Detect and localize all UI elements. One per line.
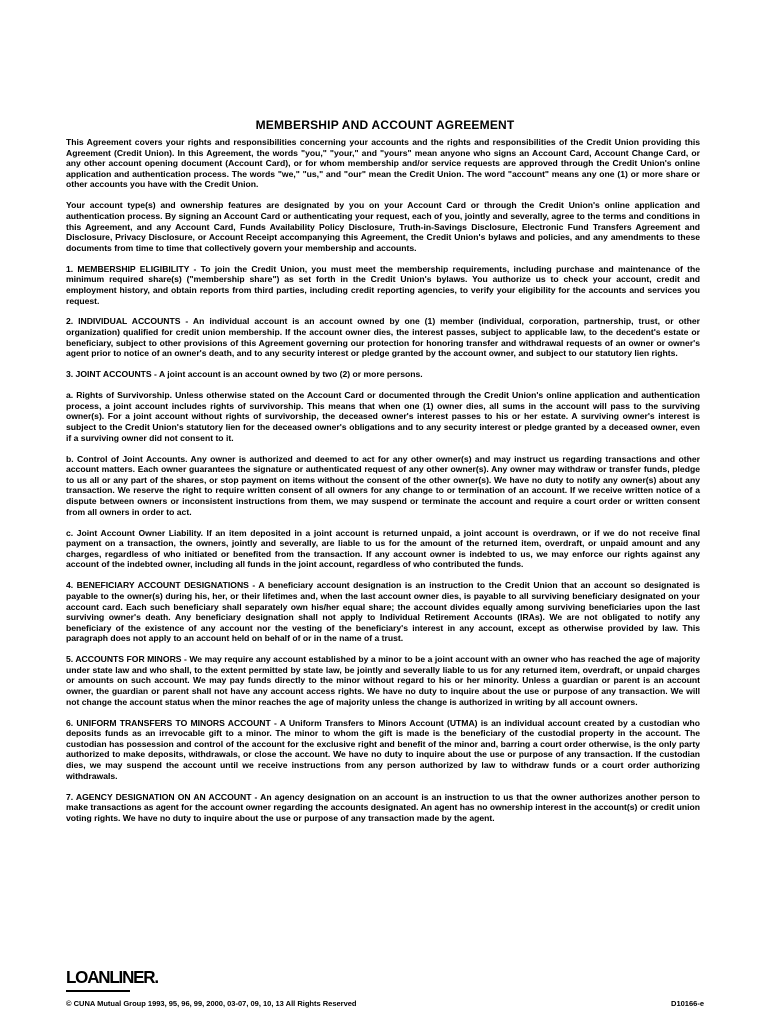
paragraph-joint-accounts: 3. JOINT ACCOUNTS - A joint account is an account owned by two (2) or more persons. xyxy=(66,369,423,380)
form-number: D10166-e xyxy=(671,999,704,1008)
paragraph-control-of-joint-accounts: b. Control of Joint Accounts. Any owner is authorized and deemed to act for any other owner(s) and may instruct us regarding transactions and other account matters. Each owner guarantees the signature or authenticated request of any other owner(s). Any owner may withdraw or transfer funds, pledge to us all or any part of the shares, or stop payment on items without the consent of the other owner(s). We have no duty to notify any owner(s) about any transaction. We reserve the right to require written consent of all owners for any change to or termination of an account. If we receive written notice of a dispute between owners or inconsistent instructions from them, we may suspend or terminate the account and require a court order or written consent from all owners in order to act. xyxy=(66,453,700,517)
document-body xyxy=(66,137,700,834)
document-title: MEMBERSHIP AND ACCOUNT AGREEMENT xyxy=(255,118,515,132)
paragraph-rights-of-survivorship: a. Rights of Survivorship. Unless otherwise stated on the Account Card or documented through the Credit Union's online application and authentication process, a joint account includes rights of survivorship. This means that when one (1) owner dies, all sums in the account will pass to the surviving owner(s). For a joint account without rights of survivorship, the deceased owner's interest passes to his or her estate. A surviving owner's interest is subject to the Credit Union's statutory lien for the deceased owner's obligations and to any security interest or pledge granted by a deceased owner, even if a surviving owner did not consent to it. xyxy=(66,390,700,443)
paragraph-utma: 6. UNIFORM TRANSFERS TO MINORS ACCOUNT - A Uniform Transfers to Minors Account (UTMA) is an individual account created by a custodian who deposits funds as an irrevocable gift to a minor. The minor to whom the gift is made is the beneficiary of the custodial property in the account. The custodian has possession and control of the account for the exclusive right and benefit of the minor and, barring a court order otherwise, is the only party authorized to make deposits, withdrawals, or close the account. We have no duty to inquire about the use or purpose of any transaction. If the custodian dies, we may suspend the account until we receive instructions from any person authorized by law to withdraw funds or a court order authorizing withdrawals. xyxy=(66,717,700,781)
copyright-notice: © CUNA Mutual Group 1993, 95, 96, 99, 2000, 03-07, 09, 10, 13 All Rights Reserved xyxy=(66,999,357,1008)
paragraph-agency-designation: 7. AGENCY DESIGNATION ON AN ACCOUNT - An agency designation on an account is an instruction to us that the owner authorizes another person to make transactions as agent for the account owner regarding the accounts designated. An agent has no ownership interest in the account(s) or credit union voting rights. We have no duty to inquire about the use or purpose of any transaction made by the agent. xyxy=(66,791,700,823)
paragraph-intro: This Agreement covers your rights and responsibilities concerning your accounts and the rights and responsibilities of the Credit Union providing this Agreement (Credit Union). In this Agreement, the words "you," "your," and "yours" mean anyone who signs an Account Card, Account Change Card, or any other account opening document (Account Card), or for whom membership and/or service requests are approved through the Credit Union's online application and authentication process. The words "we," "us," and "our" mean the Credit Union. The word "account" means any one (1) or more share or other accounts you have with the Credit Union. xyxy=(66,137,700,190)
paragraph-individual-accounts: 2. INDIVIDUAL ACCOUNTS - An individual account is an account owned by one (1) member (individual, corporation, partnership, trust, or other organization) qualified for credit union membership. If the account owner dies, the interest passes, subject to applicable law, to the decedent's estate or beneficiary, subject to other provisions of this Agreement governing our protection for honoring transfer and withdrawal requests of an owner or owner's agent prior to notice of an owner's death, and to any security interest or pledge granted by the account owner, and subject to our statutory lien rights. xyxy=(66,316,700,359)
logo-underline xyxy=(66,990,130,992)
paragraph-joint-owner-liability: c. Joint Account Owner Liability. If an item deposited in a joint account is returned unpaid, a joint account is overdrawn, or if we do not receive final payment on a transaction, the owners, jointly and severally, are liable to us for the amount of the returned item, overdraft, or unpaid amount and any charges, regardless of who initiated or benefited from the transaction. If any account owner is indebted to us, we may enforce our rights against any account of the indebted owner, including all funds in the joint account, regardless of who contributed the funds. xyxy=(66,527,700,570)
paragraph-beneficiary-designations: 4. BENEFICIARY ACCOUNT DESIGNATIONS - A beneficiary account designation is an instruction to the Credit Union that an account so designated is payable to the owner(s) during his, her, or their lifetimes and, when the last account owner dies, is payable to all surviving beneficiary designated on your account card. Each such beneficiary shall separately own his/her equal share; the account divides equally among surviving beneficiaries upon the last surviving owner's death. Any beneficiary designation shall not apply to Individual Retirement Accounts (IRAs). We are not obligated to notify any beneficiary of the existence of any account nor the vesting of the beneficiary's interest in any account, except as otherwise provided by law. This paragraph does not apply to an account held on behalf of or in the name of a trust. xyxy=(66,580,700,644)
paragraph-membership-eligibility: 1. MEMBERSHIP ELIGIBILITY - To join the Credit Union, you must meet the membership requirements, including purchase and maintenance of the minimum required share(s) ("membership share") as set forth in the Credit Union's bylaws. You authorize us to check your account, credit and employment history, and obtain reports from third parties, including credit reporting agencies, to verify your eligibility for the accounts and services you request. xyxy=(66,263,700,306)
page-footer xyxy=(66,968,704,1012)
paragraph-account-types: Your account type(s) and ownership features are designated by you on your Account Card or through the Credit Union's online application and authentication process. By signing an Account Card or authenticating your request, each of you, jointly and severally, agree to the terms and conditions in this Agreement, and any Account Card, Funds Availability Policy Disclosure, Truth-in-Savings Disclosure, Electronic Fund Transfers Agreement and Disclosure, Privacy Disclosure, or Account Receipt accompanying this Agreement, the Credit Union's bylaws and policies, and any amendments to these documents from time to time that collectively govern your membership and accounts. xyxy=(66,200,700,253)
paragraph-accounts-for-minors: 5. ACCOUNTS FOR MINORS - We may require any account established by a minor to be a joint account with an owner who has reached the age of majority under state law and who shall, to the extent permitted by state law, be jointly and severally liable to us for any returned item, overdraft, or unpaid charges or amounts on such account. We may pay funds directly to the minor without regard to his or her minority. Unless a guardian or parent is an account owner, the guardian or parent shall not have any account access rights. We have no duty to inquire about the use or purpose of any transaction. We will not change the account status when the minor reaches the age of majority unless the change is authorized in writing by all account owners. xyxy=(66,654,700,707)
loanliner-logo: LOANLINER. xyxy=(66,967,158,988)
